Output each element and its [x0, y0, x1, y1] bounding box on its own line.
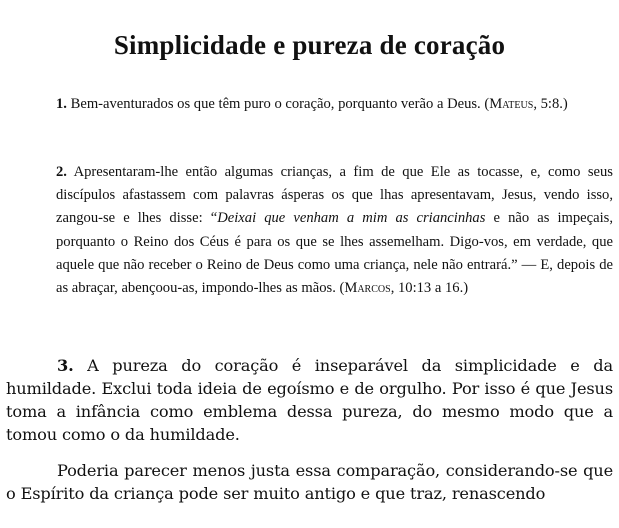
scripture-quote-2: [56, 161, 613, 300]
verse-text: Apresentaram-lhe então algumas crianças, a fim de que Ele as tocasse, e, como seus discípulos afastassem com palavras ásperas os que lhas apresentavam, Jesus, vendo isso, zangou-se e lhes disse: “: [56, 164, 613, 227]
verse-number: 1.: [56, 96, 67, 112]
verse-source: Marcos: [344, 280, 391, 297]
paragraph-number: 3.: [57, 356, 74, 375]
paragraph-text: A pureza do coração é inseparável da simplicidade e da humildade. Exclui toda ideia de egoísmo e de orgulho. Por isso é que Jesus toma a infância como emblema dessa pureza, do mesmo modo que a tomou como o da humildade.: [6, 356, 613, 444]
commentary-paragraph-3: [6, 354, 613, 446]
verse-source: Mateus: [489, 96, 534, 112]
verse-emphasis: Deixai que venham a mim as criancinhas: [217, 210, 486, 227]
paragraph-text: Poderia parecer menos justa essa comparação, considerando-se que o Espírito da criança pode ser muito antigo e que traz, renascendo: [6, 461, 613, 503]
verse-text: Bem-aventurados os que têm puro o coração, porquanto verão a Deus. (: [66, 96, 490, 112]
verse-reference: , 10:13 a 16.): [390, 280, 469, 297]
page-title: Simplicidade e pureza de coração: [113, 30, 506, 60]
verse-number: 2.: [56, 164, 67, 180]
verse-text-continued: e não as impeçais, porquanto o Reino dos Céus é para os que se lhes assemelham. Digo-vos, em verdade, que aquele que não receber o Reino de Deus como uma criança, nele não entrará.” — E, depois de as abraçar, abençoou-as, impondo-lhes as mãos. (: [56, 210, 613, 297]
verse-reference: , 5:8.): [533, 96, 568, 112]
commentary-paragraph-4: [6, 459, 613, 505]
scripture-quote-1: [56, 93, 613, 116]
